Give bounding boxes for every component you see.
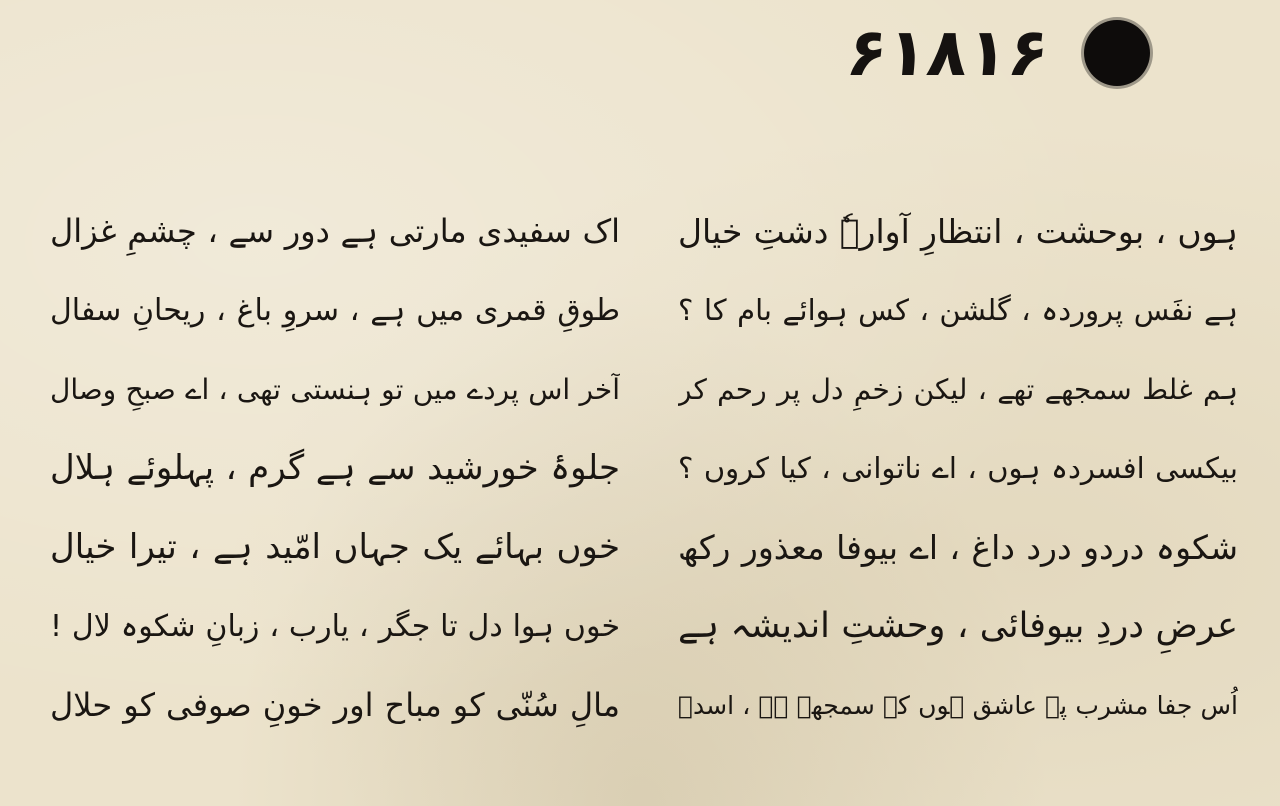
verse-line: خوں بہائے یک جہاں امّید ہے ، تیرا خیال	[50, 527, 620, 567]
page-header	[842, 8, 1150, 98]
verse-line: بیکسی افسردہ ہوں ، اے ناتوانی ، کیا کروں ؟	[678, 451, 1238, 485]
verse-line: عرضِ دردِ بیوفائی ، وحشتِ اندیشہ ہے	[678, 606, 1238, 646]
verse-line: شکوہ دردو درد داغ ، اے بیوفا معذور رکھ	[678, 528, 1238, 567]
ghazal-column-right	[678, 192, 1238, 745]
verse-line: جلوۂ خورشید سے ہے گرم ، پہلوئے ہلال	[50, 448, 620, 488]
verse-line: مالِ سُنّی کو مباح اور خونِ صوفی کو حلال	[50, 686, 620, 724]
bullet-icon	[1084, 20, 1150, 86]
verse-line: ہے نفَس پروردہ ، گلشن ، کس ہوائے بام کا ؟	[678, 293, 1238, 327]
ghazal-column-left	[50, 192, 620, 745]
verse-line: اُس جفا مشرب پہ عاشق ہوں کہ سمجھے ہے ، اسدؔ	[678, 691, 1238, 720]
verse-line: خوں ہوا دل تا جگر ، یارب ، زبانِ شکوہ لال !	[50, 609, 620, 644]
verse-line: آخر اس پردے میں تو ہنستی تھی ، اے صبحِ وصال	[50, 373, 620, 406]
verse-line: ہوں ، بوحشت ، انتظارِ آوارہٗ دشتِ خیال	[678, 212, 1238, 251]
verse-line: ہم غلط سمجھے تھے ، لیکن زخمِ دل پر رحم کر	[678, 373, 1238, 406]
verse-line: اک سفیدی مارتی ہے دور سے ، چشمِ غزال	[50, 212, 620, 250]
year-heading: ۶۱۸۱۶	[842, 14, 1053, 91]
verse-line: طوقِ قمری میں ہے ، سروِ باغ ، ریحانِ سفال	[50, 293, 620, 328]
